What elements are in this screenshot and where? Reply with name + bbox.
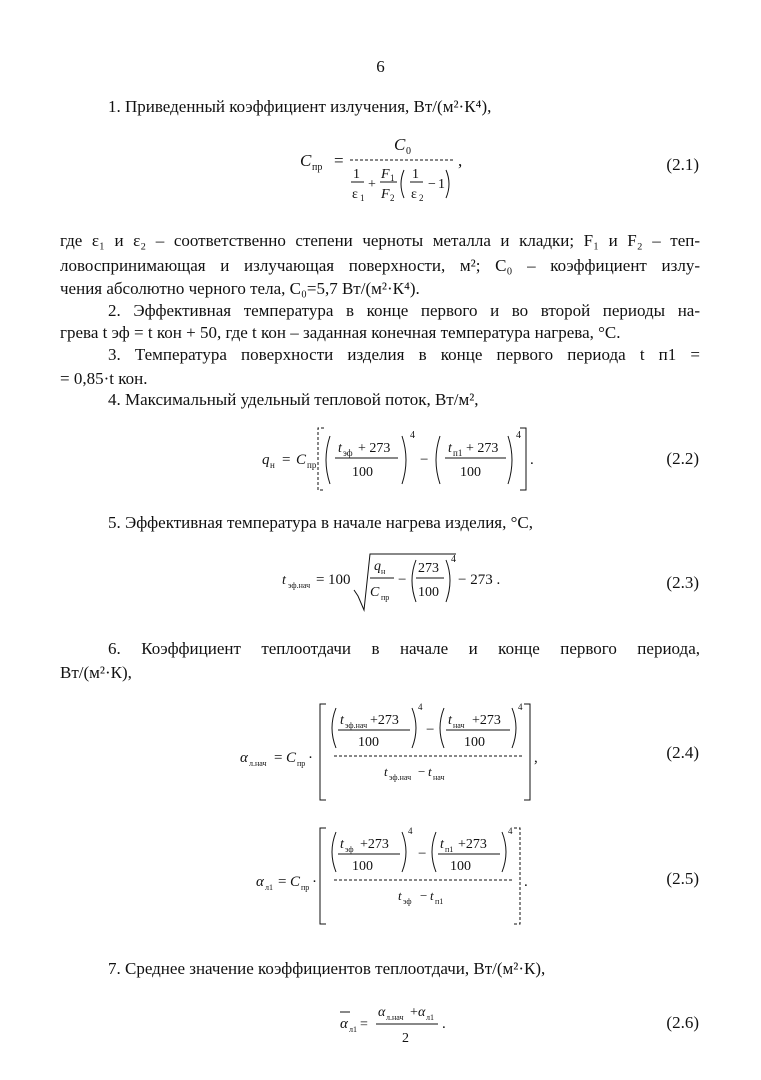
- eq4-C: C: [286, 750, 297, 766]
- eq5-plus273-a: +273: [360, 837, 389, 852]
- eq2-plus273-a: + 273: [358, 441, 391, 456]
- eq5-den-t2-sub: п1: [435, 897, 444, 906]
- eq6-num-a: α: [378, 1005, 386, 1020]
- eq3-coef: 100: [328, 572, 351, 588]
- eq4-t1-sub: эф.нач: [345, 721, 368, 730]
- eq3-lhs-sub: эф.нач: [288, 581, 311, 590]
- eq5-power-a: 4: [408, 826, 413, 836]
- eq4-power-a: 4: [418, 702, 423, 712]
- eq5-den-t1: t: [398, 888, 402, 903]
- eq1-eps2: ε: [411, 187, 417, 202]
- eq4-C-sub: пр: [297, 759, 306, 768]
- eq4-left-bracket: [320, 704, 326, 800]
- eq2-plus273-b: + 273: [466, 441, 499, 456]
- eq4-hundred-b: 100: [464, 735, 485, 750]
- eq5-t1-sub: эф: [345, 845, 354, 854]
- eq1-lhs: C: [300, 151, 312, 170]
- eq3-number: (2.3): [666, 573, 699, 592]
- eq4-minus: −: [426, 722, 435, 738]
- eq5-right-bracket: [514, 828, 520, 924]
- eq5-den-t2: t: [430, 888, 434, 903]
- eq5-paren-a-left: [332, 832, 336, 872]
- eq3-q-sub: н: [381, 567, 386, 576]
- eq6-num-b: α: [418, 1005, 426, 1020]
- eq2-C: C: [296, 452, 307, 468]
- eq5-t1: t: [340, 837, 344, 852]
- equation-2-6: [0, 990, 761, 1060]
- eq4-paren-b-right: [512, 708, 516, 748]
- eq1-equals: =: [334, 151, 344, 170]
- eq3-equals: =: [316, 572, 325, 588]
- eq2-t1-sub: эф: [343, 448, 353, 458]
- eq6-period: .: [442, 1016, 446, 1032]
- where-line-2: ловоспринимающая и излучающая поверхности, м²; C₀ – коэффициент излу-: [60, 256, 700, 275]
- eq5-paren-a-right: [402, 832, 406, 872]
- eq2-t2: t: [448, 441, 452, 456]
- equation-2-2-formula: [0, 420, 761, 500]
- eq2-period: .: [530, 452, 534, 468]
- eq4-t2-sub: нач: [453, 721, 465, 730]
- eq2-equals: =: [282, 452, 291, 468]
- eq4-lhs-sub: л.нач: [249, 759, 267, 768]
- eq2-t2-sub: п1: [453, 448, 463, 458]
- eq1-one-c: 1: [438, 177, 445, 192]
- eq1-F2: F: [381, 187, 390, 202]
- eq3-C-sub: пр: [381, 593, 390, 602]
- eq1-numerator-sub: 0: [406, 146, 411, 157]
- eq2-t1: t: [338, 441, 342, 456]
- equation-2-6-formula: [0, 990, 761, 1060]
- eq1-minus: −: [428, 177, 436, 192]
- eq1-numerator: C: [394, 135, 406, 154]
- eq3-paren-right: [446, 560, 450, 602]
- eq3-lhs: t: [282, 573, 286, 588]
- eq6-den: 2: [402, 1031, 409, 1046]
- eq6-number: (2.6): [666, 1013, 699, 1032]
- where-line-3: чения абсолютно черного тела, C₀=5,7 Вт/(м²·К⁴).: [60, 279, 420, 298]
- equation-2-1-formula: [0, 126, 761, 206]
- eq4-den-t1-sub: эф.нач: [389, 773, 412, 782]
- equation-2-1: [0, 126, 761, 206]
- eq2-paren-a-left: [326, 436, 330, 484]
- eq6-plus: +: [410, 1005, 418, 1020]
- eq5-paren-b-left: [432, 832, 436, 872]
- eq5-period: .: [524, 874, 528, 890]
- eq5-t2: t: [440, 837, 444, 852]
- eq1-eps1-sub: 1: [360, 193, 365, 203]
- eq6-lhs: α: [340, 1016, 348, 1032]
- eq3-minus: −: [398, 572, 407, 588]
- item-4-text: 4. Максимальный удельный тепловой поток, Вт/м²,: [108, 390, 479, 409]
- eq3-q: q: [374, 559, 381, 574]
- eq3-273: 273: [418, 561, 439, 576]
- eq1-left-paren: [401, 170, 404, 198]
- eq1-one-b: 1: [412, 167, 419, 182]
- eq5-den-t1-sub: эф: [403, 897, 412, 906]
- eq2-C-sub: пр: [307, 460, 317, 470]
- eq4-t2: t: [448, 713, 452, 728]
- eq4-lhs: α: [240, 750, 248, 766]
- eq5-dot: ·: [312, 874, 317, 890]
- eq6-equals: =: [360, 1017, 368, 1032]
- equation-2-3-formula: [0, 540, 761, 620]
- eq2-power-a: 4: [410, 430, 415, 441]
- item-6-line-2: Вт/(м²·К),: [60, 663, 132, 682]
- eq2-lhs-sub: н: [270, 460, 275, 470]
- eq1-plus: +: [368, 177, 376, 192]
- eq5-lhs-sub: л1: [265, 883, 273, 892]
- eq2-minus: −: [420, 452, 429, 468]
- eq2-hundred-b: 100: [460, 465, 481, 480]
- eq4-paren-a-right: [412, 708, 416, 748]
- eq5-power-b: 4: [508, 826, 513, 836]
- equation-2-3: [0, 540, 761, 620]
- equation-2-4: [0, 700, 761, 804]
- eq4-paren-a-left: [332, 708, 336, 748]
- eq3-power: 4: [451, 554, 456, 565]
- eq2-power-b: 4: [516, 430, 521, 441]
- eq5-equals: =: [278, 874, 287, 890]
- item-2-line-1: 2. Эффективная температура в конце первого и во второй периоды на-: [108, 301, 700, 320]
- eq5-hundred-a: 100: [352, 859, 373, 874]
- page-number: 6: [376, 57, 385, 76]
- eq4-paren-b-left: [440, 708, 444, 748]
- eq1-one-a: 1: [353, 167, 360, 182]
- eq3-tail: − 273 .: [458, 572, 501, 588]
- eq4-power-b: 4: [518, 702, 523, 712]
- eq5-lhs: α: [256, 874, 264, 890]
- item-2-line-2: грева t эф = t кон + 50, где t кон – заданная конечная температура нагрева, °С.: [60, 323, 621, 342]
- eq1-F1: F: [381, 167, 390, 182]
- item-5-text: 5. Эффективная температура в начале нагрева изделия, °С,: [108, 513, 533, 532]
- eq1-F1-sub: 1: [390, 173, 395, 183]
- item-3-line-2: = 0,85·t кон.: [60, 369, 148, 388]
- eq1-eps2-sub: 2: [419, 193, 424, 203]
- eq4-number: (2.4): [666, 743, 699, 762]
- eq5-left-bracket: [320, 828, 326, 924]
- eq4-comma: ,: [534, 750, 538, 766]
- eq2-paren-b-right: [508, 436, 512, 484]
- eq4-plus273-a: +273: [370, 713, 399, 728]
- eq4-plus273-b: +273: [472, 713, 501, 728]
- eq5-minus: −: [418, 846, 427, 862]
- equation-2-4-formula: [0, 700, 761, 804]
- eq5-t2-sub: п1: [445, 845, 454, 854]
- item-3-line-1: 3. Температура поверхности изделия в конце первого периода t п1 =: [108, 345, 700, 364]
- eq5-hundred-b: 100: [450, 859, 471, 874]
- eq5-number: (2.5): [666, 869, 699, 888]
- eq4-equals: =: [274, 750, 283, 766]
- eq2-hundred-a: 100: [352, 465, 373, 480]
- eq1-number: (2.1): [666, 155, 699, 174]
- eq2-left-bracket: [318, 428, 324, 490]
- eq5-plus273-b: +273: [458, 837, 487, 852]
- eq4-den-minus: −: [418, 764, 426, 779]
- eq4-t1: t: [340, 713, 344, 728]
- eq2-paren-a-right: [402, 436, 406, 484]
- eq3-C: C: [370, 585, 380, 600]
- equation-2-2: [0, 420, 761, 500]
- item-7-text: 7. Среднее значение коэффициентов теплоотдачи, Вт/(м²·К),: [108, 959, 546, 978]
- equation-2-5: [0, 824, 761, 928]
- eq4-den-t1: t: [384, 764, 388, 779]
- eq5-den-minus: −: [420, 888, 428, 903]
- eq5-C: C: [290, 874, 301, 890]
- eq3-paren-left: [412, 560, 416, 602]
- eq4-hundred-a: 100: [358, 735, 379, 750]
- eq5-C-sub: пр: [301, 883, 310, 892]
- eq6-num-a-sub: л.нач: [386, 1013, 404, 1022]
- eq3-hundred: 100: [418, 585, 439, 600]
- item-1-text: 1. Приведенный коэффициент излучения, Вт/(м²·К⁴),: [108, 97, 492, 116]
- eq1-right-paren: [446, 170, 449, 198]
- eq4-dot: ·: [308, 750, 313, 766]
- eq2-lhs: q: [262, 452, 270, 468]
- eq4-den-t2: t: [428, 764, 432, 779]
- eq4-den-t2-sub: нач: [433, 773, 445, 782]
- eq6-num-b-sub: л1: [426, 1013, 434, 1022]
- eq5-paren-b-right: [502, 832, 506, 872]
- eq6-lhs-sub: л1: [349, 1025, 357, 1034]
- where-line-1: где ε₁ и ε₂ – соответственно степени черноты металла и кладки; F₁ и F₂ – теп-: [60, 231, 700, 250]
- equation-2-5-formula: [0, 824, 761, 928]
- eq1-lhs-sub: пр: [312, 162, 323, 173]
- item-6-line-1: 6. Коэффициент теплоотдачи в начале и конце первого периода,: [108, 639, 700, 658]
- eq1-F2-sub: 2: [390, 193, 395, 203]
- eq1-comma: ,: [458, 151, 463, 170]
- eq2-paren-b-left: [436, 436, 440, 484]
- eq1-eps1: ε: [352, 187, 358, 202]
- eq2-number: (2.2): [666, 449, 699, 468]
- eq4-right-bracket: [524, 704, 530, 800]
